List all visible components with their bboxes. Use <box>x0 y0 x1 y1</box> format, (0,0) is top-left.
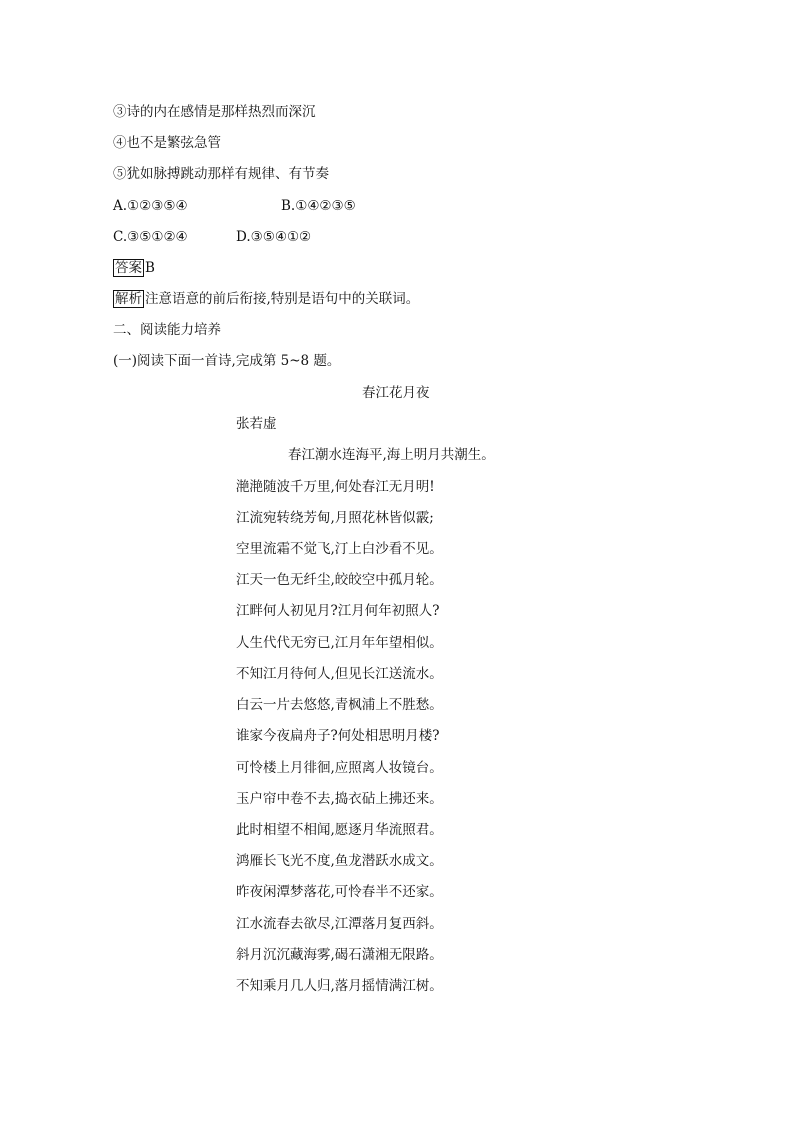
poem-line: 谁家今夜扁舟子?何处相思明月楼? <box>236 728 440 744</box>
poem-line: 此时相望不相闻,愿逐月华流照君。 <box>236 822 443 838</box>
option-item-3: ③诗的内在感情是那样热烈而深沉 <box>113 104 316 120</box>
poem-line: 空里流霜不觉飞,汀上白沙看不见。 <box>236 541 443 557</box>
poem-line: 滟滟随波千万里,何处春江无月明! <box>236 479 435 495</box>
answer-row <box>113 259 155 277</box>
poem-line: 江流宛转绕芳甸,月照花林皆似霰; <box>236 510 434 526</box>
poem-line: 江天一色无纤尘,皎皎空中孤月轮。 <box>236 572 443 588</box>
section-heading: 二、阅读能力培养 <box>113 322 221 338</box>
poem-line: 春江潮水连海平,海上明月共潮生。 <box>288 447 495 463</box>
poem-line: 鸿雁长飞光不度,鱼龙潜跃水成文。 <box>236 853 443 869</box>
poem-author: 张若虚 <box>236 416 277 432</box>
poem-line: 昨夜闲潭梦落花,可怜春半不还家。 <box>236 884 443 900</box>
poem-line: 江水流春去欲尽,江潭落月复西斜。 <box>236 916 443 932</box>
question-intro: (一)阅读下面一首诗,完成第 5~8 题。 <box>113 353 341 369</box>
poem-title: 春江花月夜 <box>362 385 430 401</box>
analysis-row <box>113 290 419 308</box>
option-item-5: ⑤犹如脉搏跳动那样有规律、有节奏 <box>113 166 329 182</box>
poem-line: 不知乘月几人归,落月摇情满江树。 <box>236 978 443 994</box>
analysis-label: 解析 <box>115 291 142 307</box>
poem-line: 可怜楼上月徘徊,应照离人妆镜台。 <box>236 760 443 776</box>
analysis-text: 注意语意的前后衔接,特别是语句中的关联词。 <box>145 291 420 307</box>
choice-a: A.①②③⑤④ <box>113 198 188 214</box>
option-item-4: ④也不是繁弦急管 <box>113 135 221 151</box>
poem-line: 玉户帘中卷不去,捣衣砧上拂还来。 <box>236 791 443 807</box>
answer-value: B <box>145 260 155 276</box>
choice-d: D.③⑤④①② <box>236 229 312 245</box>
poem-line: 斜月沉沉藏海雾,碣石潇湘无限路。 <box>236 947 443 963</box>
choice-c: C.③⑤①②④ <box>113 229 188 245</box>
poem-line: 江畔何人初见月?江月何年初照人? <box>236 603 440 619</box>
poem-line: 不知江月待何人,但见长江送流水。 <box>236 666 443 682</box>
poem-line: 白云一片去悠悠,青枫浦上不胜愁。 <box>236 697 443 713</box>
answer-label: 答案 <box>115 260 142 276</box>
poem-line: 人生代代无穷已,江月年年望相似。 <box>236 635 443 651</box>
choice-b: B.①④②③⑤ <box>281 198 356 214</box>
